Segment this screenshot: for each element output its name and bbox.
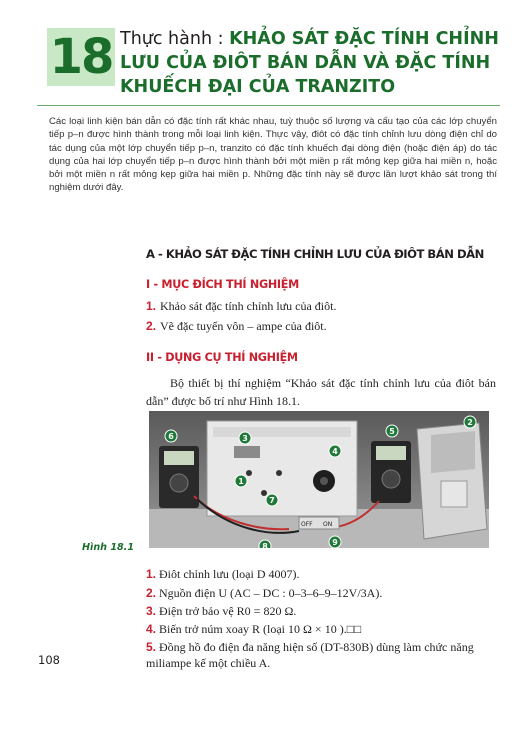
figure-label-3	[239, 432, 251, 444]
figure-label-2	[464, 416, 476, 428]
equipment-item-text: Biến trở núm xoay R (loại 10 Ω × 10 ).□□	[159, 622, 362, 636]
equipment-item-number: 2.	[146, 586, 157, 600]
svg-text:9: 9	[332, 538, 338, 547]
figure-label-1	[235, 475, 247, 487]
board-title-strip	[213, 427, 351, 437]
svg-text:5: 5	[389, 427, 395, 436]
multimeter-right-display	[376, 446, 406, 460]
purpose-item-number: 1.	[146, 299, 157, 313]
equipment-item-number: 3.	[146, 604, 157, 618]
rotary-knob-center	[320, 477, 328, 485]
chapter-number: 18	[47, 28, 115, 86]
multimeter-left-display	[164, 451, 194, 465]
purpose-item	[146, 298, 496, 314]
equipment-heading: II - DỤNG CỤ THÍ NGHIỆM	[146, 351, 298, 364]
equipment-item-text: Điôt chỉnh lưu (loại D 4007).	[159, 567, 300, 581]
equipment-illustration	[149, 411, 489, 548]
figure-label-8	[259, 540, 271, 548]
equipment-item-number: 4.	[146, 622, 157, 636]
purpose-item-number: 2.	[146, 319, 157, 333]
svg-text:4: 4	[332, 447, 338, 456]
multimeter-right-dial	[382, 470, 400, 488]
figure-label-6	[165, 430, 177, 442]
chapter-title-lead: Thực hành :	[120, 29, 230, 49]
figure-label-7	[266, 494, 278, 506]
purpose-item-text: Vẽ đặc tuyến vôn – ampe của điôt.	[160, 319, 327, 333]
multimeter-left-dial	[170, 474, 188, 492]
figure-label-4	[329, 445, 341, 457]
intro-paragraph: Các loại linh kiện bán dẫn có đặc tính rất khác nhau, tuỳ thuộc số lượng và cấu tạo của các lớp chuyển tiếp p–n được hình thành trong mỗi loại linh kiện. Thực vậy, điôt có đặc tính chỉnh lưu dòng điện chỉ do tác dụng của một lớp chuyển tiếp p–n, tranzito có đặc tính khuếch đại dòng điện (hoặc điện áp) do tác dụng của hai lớp chuyển tiếp p–n được hình thành bởi một miền p rất mỏng kẹp giữa hai miền n, hoặc bởi một miền n rất mỏng kẹp giữa hai miền p. Những đặc tính này sẽ được lần lượt khảo sát trong thí nghiệm dưới đây.	[49, 116, 497, 194]
svg-text:2: 2	[467, 418, 473, 427]
board-terminal	[276, 470, 282, 476]
equipment-item-number: 5.	[146, 640, 157, 654]
equipment-item	[146, 566, 498, 582]
svg-text:1: 1	[238, 477, 244, 486]
page-number: 108	[38, 653, 60, 667]
equipment-item-number: 1.	[146, 567, 157, 581]
resistor-block	[234, 446, 260, 458]
figure-label-5	[386, 425, 398, 437]
purpose-item-text: Khảo sát đặc tính chỉnh lưu của điôt.	[160, 299, 337, 313]
switch-off-label: OFF	[301, 521, 313, 528]
power-supply-vents	[431, 431, 475, 473]
equipment-item-text: Đồng hồ đo điện đa năng hiện số (DT-830B) dùng làm chức năng miliampe kế một chiều A.	[146, 640, 474, 670]
equipment-item-text: Điện trở bảo vệ R0 = 820 Ω.	[159, 604, 297, 618]
svg-text:8: 8	[262, 542, 268, 548]
equipment-item	[146, 603, 498, 619]
board-terminal	[261, 490, 267, 496]
svg-text:6: 6	[168, 432, 174, 441]
equipment-item	[146, 585, 498, 601]
figure-caption: Hình 18.1	[82, 542, 134, 553]
equipment-paragraph: Bộ thiết bị thí nghiệm “Khảo sát đặc tính chỉnh lưu của điôt bán dẫn” được bố trí như Hình 18.1.	[146, 376, 496, 408]
board-terminal	[246, 470, 252, 476]
svg-text:7: 7	[269, 496, 275, 505]
figure-photo	[149, 411, 489, 548]
chapter-title	[120, 27, 510, 99]
equipment-item	[146, 639, 498, 671]
svg-text:3: 3	[242, 434, 248, 443]
power-supply-panel	[441, 481, 467, 507]
equipment-item	[146, 621, 498, 637]
chapter-title-main: KHẢO SÁT ĐẶC TÍNH CHỈNH LƯU CỦA ĐIÔT BÁN DẪN VÀ ĐẶC TÍNH KHUẾCH ĐẠI CỦA TRANZITO	[120, 29, 499, 97]
switch-on-label: ON	[323, 521, 333, 528]
title-divider	[37, 105, 500, 106]
section-a-heading: A - KHẢO SÁT ĐẶC TÍNH CHỈNH LƯU CỦA ĐIÔT BÁN DẪN	[146, 247, 484, 261]
figure-label-9	[329, 536, 341, 548]
equipment-item-text: Nguồn điện U (AC – DC : 0–3–6–9–12V/3A).	[159, 586, 383, 600]
purpose-heading: I - MỤC ĐÍCH THÍ NGHIỆM	[146, 278, 299, 291]
purpose-item	[146, 318, 496, 334]
